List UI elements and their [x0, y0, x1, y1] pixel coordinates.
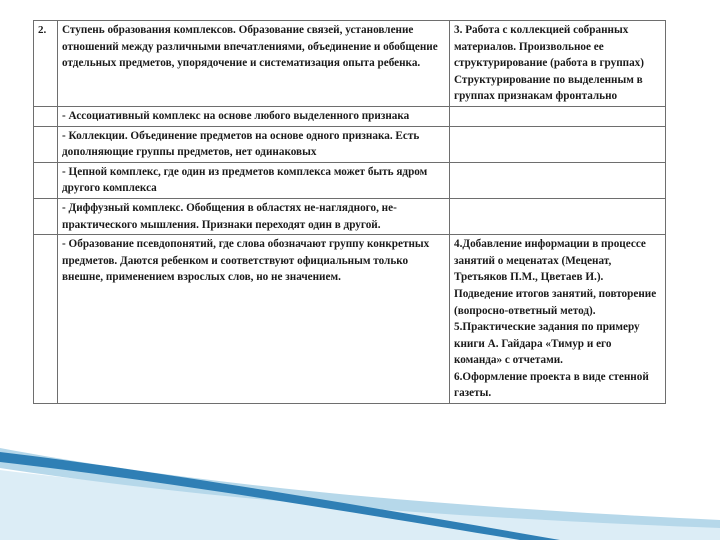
stage-cell: Ступень образования комплексов. Образование связей, установление отношений между различными впечатлениями, объединение и обобщение отдельных предметов, упорядочение и систематизация опыта ребенка. [58, 21, 450, 107]
table-row [34, 162, 666, 198]
stage-cell: - Ассоциативный комплекс на основе любого выделенного признака [58, 106, 450, 126]
work-item: 4.Добавление информации в процессе занятий о меценатах (Меценат, Третьяков П.М., Цветаев И.). Подведение итогов занятий, повторение (вопросно-ответный метод). [454, 238, 657, 317]
work-cell [450, 126, 666, 162]
stage-cell: - Коллекции. Объединение предметов на основе одного признака. Есть дополняющие группы предметов, нет одинаковых [58, 126, 450, 162]
swoosh-mid [0, 448, 720, 528]
work-cell [450, 106, 666, 126]
work-cell [450, 235, 666, 404]
row-number [34, 106, 58, 126]
work-item: 6.Оформление проекта в виде стенной газеты. [454, 370, 649, 400]
work-item: 5.Практические задания по примеру книги А. Гайдара «Тимур и его команда» с отчетами. [454, 321, 640, 367]
table-row [34, 106, 666, 126]
row-number [34, 162, 58, 198]
work-cell [450, 162, 666, 198]
row-number: 2. [34, 21, 58, 107]
work-cell [450, 198, 666, 234]
swoosh-dark [0, 452, 560, 540]
table-row [34, 21, 666, 107]
row-number [34, 126, 58, 162]
table-row [34, 126, 666, 162]
content-table [33, 20, 666, 404]
stage-cell: - Диффузный комплекс. Обобщения в областях не-наглядного, не-практического мышления. Признаки переходят один в другой. [58, 198, 450, 234]
table-row [34, 235, 666, 404]
stage-cell: - Образование псевдопонятий, где слова обозначают группу конкретных предметов. Даются ребенком и соответствуют официальным только внешне, применением взрослых слов, но не значением. [58, 235, 450, 404]
swoosh-light [0, 470, 720, 540]
work-cell: 3. Работа с коллекцией собранных материалов. Произвольное ее структурирование (работа в группах) Структурирование по выделенным в группах признакам фронтально [450, 21, 666, 107]
stage-cell: - Цепной комплекс, где один из предметов комплекса может быть ядром другого комплекса [58, 162, 450, 198]
row-number [34, 198, 58, 234]
row-number [34, 235, 58, 404]
table-row [34, 198, 666, 234]
